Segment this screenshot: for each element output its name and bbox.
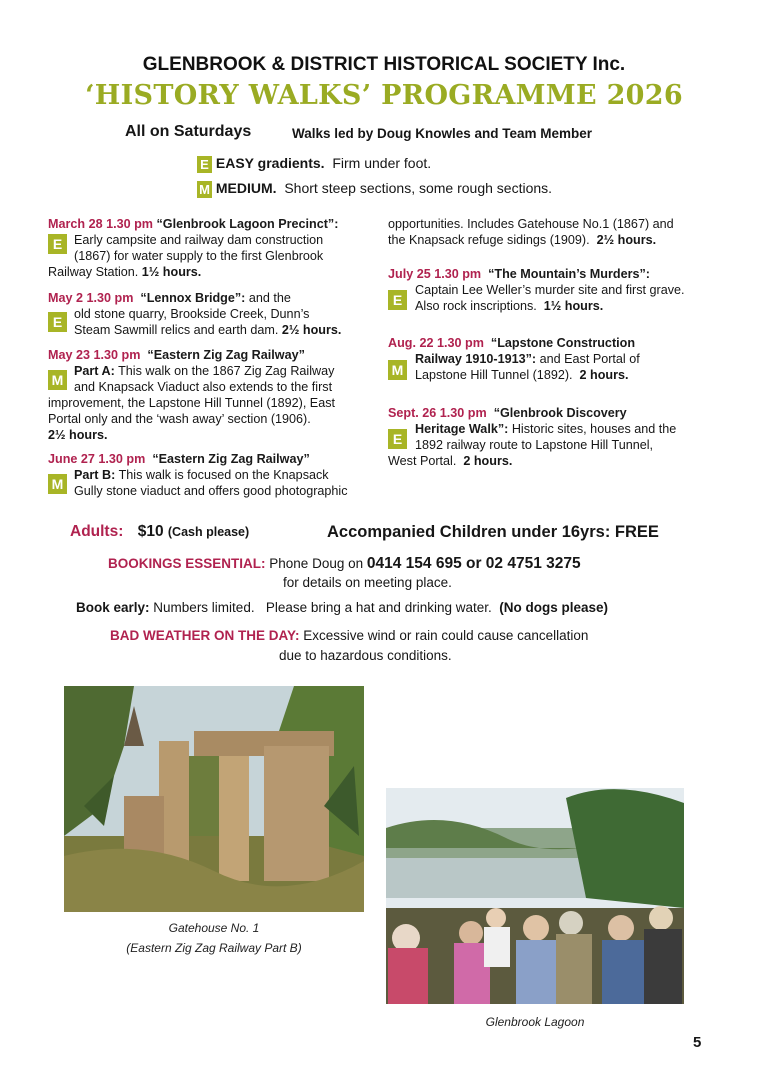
lagoon-photo [386, 788, 684, 1004]
gatehouse-image [64, 686, 364, 912]
notes-line [76, 600, 726, 615]
walk-title: “Lennox Bridge”: [140, 291, 246, 305]
bookings-details: for details on meeting place. [283, 575, 452, 590]
gatehouse-caption: Gatehouse No. 1 [168, 921, 260, 935]
walk-date: Sept. 26 1.30 pm [388, 406, 487, 420]
walk-line: Portal only and the ‘wash away’ section (1906). [48, 412, 311, 426]
medium-desc: Short steep sections, some rough sections. [284, 180, 553, 196]
gatehouse-caption-sub: (Eastern Zig Zag Railway Part B) [126, 941, 302, 955]
walk-may-23 [48, 347, 388, 443]
walk-line: This walk is focused on the Knapsack [118, 468, 329, 482]
walk-line: (1867) for water supply to the first Glenbrook [74, 249, 324, 263]
walk-title: “Glenbrook Discovery [493, 406, 627, 420]
easy-label: EASY gradients. [215, 155, 325, 171]
medium-badge: M [197, 181, 212, 198]
walk-title-cont: Railway 1910-1913”: [415, 352, 537, 366]
walk-duration: 1½ hours. [543, 299, 604, 313]
walk-duration: 2 hours. [579, 368, 629, 382]
walk-date: Aug. 22 1.30 pm [388, 336, 484, 350]
medium-badge: M [48, 474, 67, 494]
easy-desc: Firm under foot. [332, 155, 432, 171]
walk-duration: 2 hours. [463, 454, 513, 468]
walk-line: Steam Sawmill relics and earth dam. [74, 323, 279, 337]
page-number: 5 [693, 1034, 702, 1051]
numbers-limited: Numbers limited. [153, 600, 255, 615]
walk-june-27-continued [388, 216, 728, 248]
programme-title: ‘HISTORY WALKS’ PROGRAMME 2026 [85, 80, 683, 111]
led-by-note: Walks led by Doug Knowles and Team Member [292, 126, 593, 141]
phone-numbers: 0414 154 695 or 02 4751 3275 [366, 555, 581, 572]
walk-date: July 25 1.30 pm [388, 267, 482, 281]
walk-june-27 [48, 451, 388, 499]
lagoon-caption: Glenbrook Lagoon [485, 1015, 585, 1029]
walk-aug-22 [388, 335, 728, 383]
medium-badge: M [48, 370, 67, 390]
easy-badge: E [197, 156, 212, 173]
adults-label: Adults: [70, 523, 124, 540]
easy-badge: E [388, 290, 407, 310]
walk-title: “Lapstone Construction [490, 336, 636, 350]
walk-duration: 1½ hours. [141, 265, 202, 279]
bookings-label: BOOKINGS ESSENTIAL: [108, 556, 266, 571]
walk-date: March 28 1.30 pm [48, 217, 153, 231]
legend-easy [197, 155, 431, 173]
weather-label: BAD WEATHER ON THE DAY: [110, 628, 300, 643]
walk-line: and Knapsack Viaduct also extends to the first [74, 380, 333, 394]
lagoon-image [386, 788, 684, 1004]
book-early-label: Book early: [76, 600, 150, 615]
walk-march-28 [48, 216, 388, 280]
walk-line: Gully stone viaduct and offers good photographic [74, 484, 348, 498]
saturdays-note: All on Saturdays [125, 123, 252, 140]
bookings-text: Phone Doug on [269, 556, 364, 571]
walk-line: West Portal. [388, 454, 457, 468]
walk-title-tail: and the [248, 291, 291, 305]
walk-line: Also rock inscriptions. [415, 299, 537, 313]
walk-part: Part A: [74, 364, 115, 378]
walk-part: Part B: [74, 468, 116, 482]
weather-line [110, 628, 730, 643]
walk-title: “Eastern Zig Zag Railway” [147, 348, 305, 362]
medium-label: MEDIUM. [215, 180, 277, 196]
gatehouse-photo [64, 686, 364, 912]
walk-line: Historic sites, houses and the [511, 422, 677, 436]
weather-text-2: due to hazardous conditions. [279, 648, 452, 663]
no-dogs-note: (No dogs please) [499, 600, 609, 615]
adults-amount: $10 [137, 523, 164, 540]
walk-date: June 27 1.30 pm [48, 452, 146, 466]
walk-duration: 2½ hours. [281, 323, 342, 337]
walk-title: “Eastern Zig Zag Railway” [152, 452, 310, 466]
bookings-line [108, 555, 728, 573]
walk-title-cont: Heritage Walk”: [415, 422, 509, 436]
easy-badge: E [48, 234, 67, 254]
bring-hat-note: Please bring a hat and drinking water. [265, 600, 492, 615]
walk-line: improvement, the Lapstone Hill Tunnel (1892), East [48, 396, 336, 410]
children-price: Accompanied Children under 16yrs: FREE [327, 523, 659, 541]
walk-line: and East Portal of [539, 352, 640, 366]
cash-note: (Cash please) [167, 525, 250, 539]
medium-badge: M [388, 360, 407, 380]
easy-badge: E [388, 429, 407, 449]
walk-line: old stone quarry, Brookside Creek, Dunn’s [74, 307, 310, 321]
walk-line: 1892 railway route to Lapstone Hill Tunnel, [415, 438, 654, 452]
walk-line: opportunities. Includes Gatehouse No.1 (1867) and [388, 217, 674, 231]
walk-line: This walk on the 1867 Zig Zag Railway [118, 364, 335, 378]
walk-title: “The Mountain’s Murders”: [488, 267, 650, 281]
walk-duration: 2½ hours. [48, 428, 108, 442]
walk-duration: 2½ hours. [596, 233, 657, 247]
adults-price [70, 523, 249, 541]
walk-line: Captain Lee Weller’s murder site and first grave. [415, 283, 685, 297]
walk-july-25 [388, 266, 728, 314]
walk-line: Lapstone Hill Tunnel (1892). [415, 368, 573, 382]
walk-date: May 2 1.30 pm [48, 291, 134, 305]
legend-medium [197, 180, 552, 198]
walk-line: Early campsite and railway dam construction [74, 233, 324, 247]
society-name: GLENBROOK & DISTRICT HISTORICAL SOCIETY Inc. [142, 54, 626, 75]
weather-text: Excessive wind or rain could cause cancellation [303, 628, 589, 643]
walk-date: May 23 1.30 pm [48, 348, 141, 362]
walk-sept-26 [388, 405, 733, 469]
walk-line: the Knapsack refuge sidings (1909). [388, 233, 590, 247]
walk-title: “Glenbrook Lagoon Precinct”: [156, 217, 339, 231]
walk-line: Railway Station. [48, 265, 139, 279]
easy-badge: E [48, 312, 67, 332]
walk-may-2 [48, 290, 388, 338]
